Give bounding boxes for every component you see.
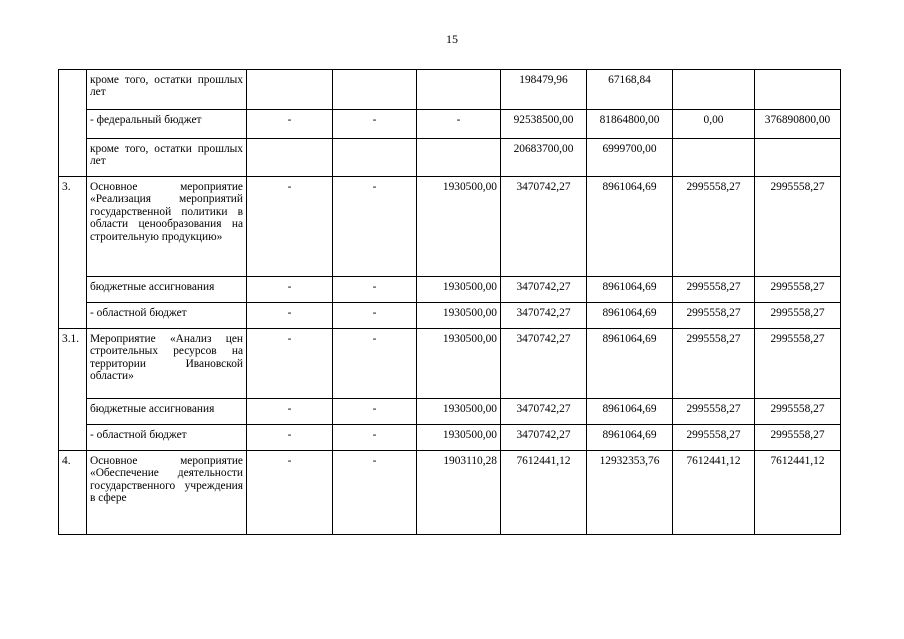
- cell-value: 67168,84: [587, 70, 673, 110]
- cell-value: 2995558,27: [755, 329, 841, 399]
- cell-value: 8961064,69: [587, 425, 673, 451]
- row-number: [59, 70, 87, 177]
- cell-value: [417, 139, 501, 177]
- table-row: [59, 451, 841, 535]
- cell-value: -: [247, 177, 333, 277]
- table-row: [59, 70, 841, 110]
- cell-value: 7612441,12: [673, 451, 755, 535]
- cell-value: 2995558,27: [755, 303, 841, 329]
- table-row: [59, 277, 841, 303]
- cell-value: 7612441,12: [755, 451, 841, 535]
- cell-value: [247, 70, 333, 110]
- row-name: кроме того, остатки прошлых лет: [87, 70, 247, 110]
- cell-value: -: [333, 177, 417, 277]
- table-row: [59, 177, 841, 277]
- cell-value: 81864800,00: [587, 110, 673, 139]
- cell-value: 376890800,00: [755, 110, 841, 139]
- cell-value: 1930500,00: [417, 399, 501, 425]
- cell-value: [417, 70, 501, 110]
- cell-value: -: [247, 303, 333, 329]
- cell-value: 2995558,27: [673, 277, 755, 303]
- cell-value: 0,00: [673, 110, 755, 139]
- row-number: 3.1.: [59, 329, 87, 451]
- cell-value: 8961064,69: [587, 177, 673, 277]
- row-number: 3.: [59, 177, 87, 329]
- cell-value: 8961064,69: [587, 399, 673, 425]
- row-name: Основное мероприятие «Обеспечение деятельности государственного учреждения в сфере: [87, 451, 247, 535]
- table-row: [59, 303, 841, 329]
- cell-value: [755, 70, 841, 110]
- cell-value: -: [333, 329, 417, 399]
- cell-value: -: [247, 425, 333, 451]
- row-name: бюджетные ассигнования: [87, 277, 247, 303]
- cell-value: -: [333, 451, 417, 535]
- cell-value: 3470742,27: [501, 425, 587, 451]
- cell-value: 7612441,12: [501, 451, 587, 535]
- cell-value: 1930500,00: [417, 425, 501, 451]
- row-name: - областной бюджет: [87, 303, 247, 329]
- row-name: бюджетные ассигнования: [87, 399, 247, 425]
- cell-value: 2995558,27: [673, 399, 755, 425]
- table-row: [59, 139, 841, 177]
- cell-value: -: [247, 110, 333, 139]
- cell-value: [673, 139, 755, 177]
- cell-value: [333, 70, 417, 110]
- cell-value: [755, 139, 841, 177]
- cell-value: 2995558,27: [673, 177, 755, 277]
- cell-value: 198479,96: [501, 70, 587, 110]
- cell-value: 3470742,27: [501, 399, 587, 425]
- cell-value: 92538500,00: [501, 110, 587, 139]
- cell-value: [333, 139, 417, 177]
- cell-value: 8961064,69: [587, 277, 673, 303]
- cell-value: 12932353,76: [587, 451, 673, 535]
- cell-value: 1930500,00: [417, 277, 501, 303]
- cell-value: -: [333, 277, 417, 303]
- cell-value: 8961064,69: [587, 303, 673, 329]
- cell-value: -: [247, 329, 333, 399]
- budget-table: [58, 69, 841, 535]
- cell-value: [673, 70, 755, 110]
- table-row: [59, 329, 841, 399]
- cell-value: 3470742,27: [501, 329, 587, 399]
- cell-value: 2995558,27: [755, 177, 841, 277]
- row-number: 4.: [59, 451, 87, 535]
- cell-value: 2995558,27: [755, 425, 841, 451]
- row-name: - областной бюджет: [87, 425, 247, 451]
- cell-value: 20683700,00: [501, 139, 587, 177]
- cell-value: 3470742,27: [501, 303, 587, 329]
- cell-value: -: [333, 399, 417, 425]
- table-row: [59, 399, 841, 425]
- row-name: Мероприятие «Анализ цен строительных ресурсов на территории Ивановской области»: [87, 329, 247, 399]
- cell-value: [247, 139, 333, 177]
- cell-value: 2995558,27: [673, 329, 755, 399]
- cell-value: -: [333, 425, 417, 451]
- cell-value: 1930500,00: [417, 303, 501, 329]
- cell-value: -: [247, 451, 333, 535]
- cell-value: 6999700,00: [587, 139, 673, 177]
- cell-value: 2995558,27: [673, 425, 755, 451]
- page-number: 15: [446, 32, 458, 46]
- cell-value: 8961064,69: [587, 329, 673, 399]
- row-name: Основное мероприятие «Реализация мероприятий государственной политики в области ценообразования на строительную продукцию»: [87, 177, 247, 277]
- cell-value: 2995558,27: [755, 399, 841, 425]
- cell-value: -: [333, 110, 417, 139]
- table-row: [59, 425, 841, 451]
- cell-value: 3470742,27: [501, 277, 587, 303]
- cell-value: 2995558,27: [673, 303, 755, 329]
- table-row: [59, 110, 841, 139]
- cell-value: 1930500,00: [417, 329, 501, 399]
- row-name: кроме того, остатки прошлых лет: [87, 139, 247, 177]
- cell-value: -: [247, 277, 333, 303]
- cell-value: 1903110,28: [417, 451, 501, 535]
- cell-value: -: [333, 303, 417, 329]
- cell-value: 3470742,27: [501, 177, 587, 277]
- cell-value: -: [417, 110, 501, 139]
- cell-value: 2995558,27: [755, 277, 841, 303]
- cell-value: 1930500,00: [417, 177, 501, 277]
- cell-value: -: [247, 399, 333, 425]
- row-name: - федеральный бюджет: [87, 110, 247, 139]
